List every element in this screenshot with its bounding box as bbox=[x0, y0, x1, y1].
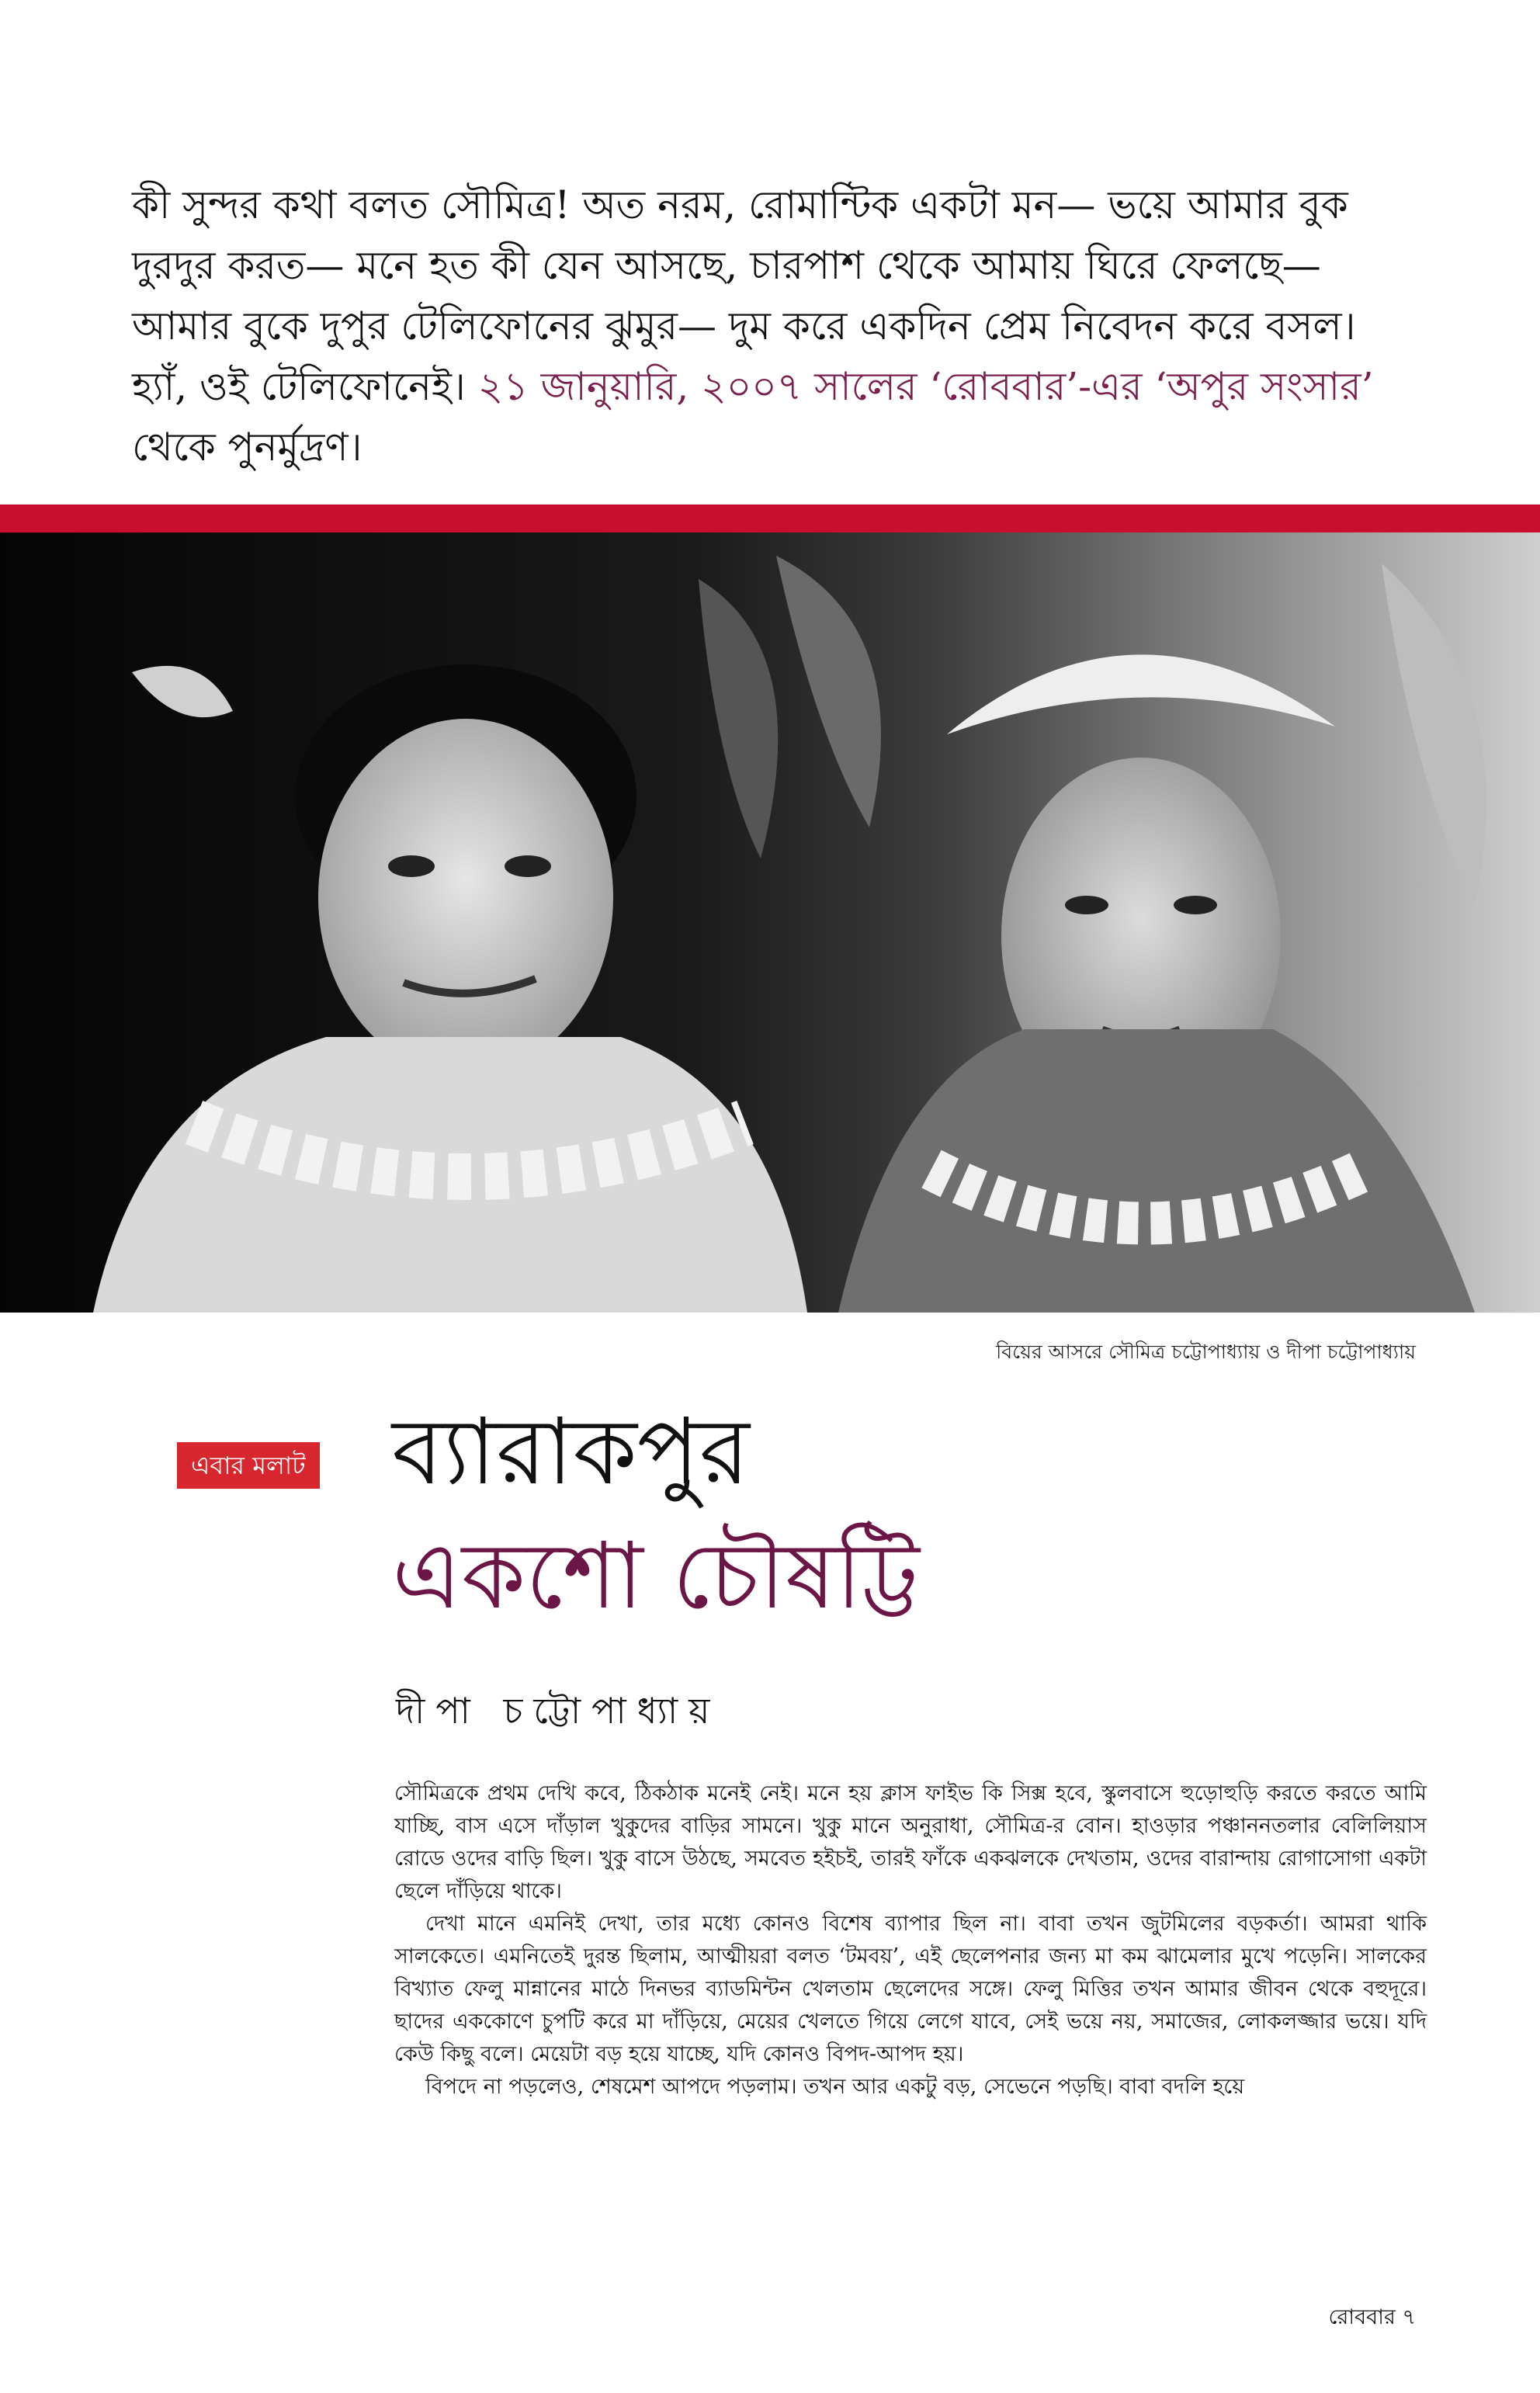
red-divider-bar bbox=[0, 505, 1540, 532]
article-author: দীপা চট্টোপাধ্যায় bbox=[396, 1690, 721, 1732]
article-title-line1: ব্যারাকপুর bbox=[392, 1398, 750, 1505]
intro-highlight: ২১ জানুয়ারি, ২০০৭ সালের ‘রোববার’-এর ‘অপুর সংসার’ bbox=[477, 364, 1374, 409]
article-body bbox=[394, 1777, 1427, 2103]
photo-caption: বিয়ের আসরে সৌমিত্র চট্টোপাধ্যায় ও দীপা চট্টোপাধ্যায় bbox=[996, 1340, 1416, 1363]
intro-text: কী সুন্দর কথা বলত সৌমিত্র! অত নরম, রোমান্টিক একটা মন— ভয়ে আমার বুক দুরদুর করত— মনে হত কী যেন আসছে, চারপাশ থেকে আমায় ঘিরে ফেলছে— আমার বুকে দুপুর টেলিফোনের ঝুমুর— দুম করে একদিন প্রেম নিবেদন করে বসল। হ্যাঁ, ওই টেলিফোনেই। bbox=[132, 182, 1356, 409]
article-paragraph: বিপদে না পড়লেও, শেষমেশ আপদে পড়লাম। তখন আর একটু বড়, সেভেনে পড়ছি। বাবা বদলি হয়ে bbox=[425, 2075, 1245, 2099]
article-paragraph: সৌমিত্রকে প্রথম দেখি কবে, ঠিকঠাক মনেই নেই। মনে হয় ক্লাস ফাইভ কি সিক্স হবে, স্কুলবাসে হুড়োহুড়ি করতে করতে আমি যাচ্ছি, বাস এসে দাঁড়াল খুকুদের বাড়ির সামনে। খুকু মানে অনুরাধা, সৌমিত্র-র বোন। হাওড়ার পঞ্চাননতলার বেলিলিয়াস রোডে ওদের বাড়ি ছিল। খুকু বাসে উঠছে, সমবেত হইচই, তারই ফাঁকে একঝলকে দেখতাম, ওদের বারান্দায় রোগাসোগা একটা ছেলে দাঁড়িয়ে থাকে। bbox=[394, 1781, 1427, 1903]
intro-blurb bbox=[132, 175, 1420, 477]
page-footer: রোববার ৭ bbox=[1328, 2305, 1416, 2329]
article-title-line2: একশো চৌষট্টি bbox=[392, 1522, 920, 1629]
section-tag: এবার মলাট bbox=[177, 1442, 320, 1489]
wedding-photo bbox=[0, 532, 1540, 1313]
intro-tail: থেকে পুনর্মুদ্রণ। bbox=[132, 425, 362, 470]
article-paragraph: দেখা মানে এমনিই দেখা, তার মধ্যে কোনও বিশেষ ব্যাপার ছিল না। বাবা তখন জুটমিলের বড়কর্তা। আমরা থাকি সালকেতে। এমনিতেই দুরন্ত ছিলাম, আত্মীয়রা বলত ‘টমবয়’, এই ছেলেপনার জন্য মা কম ঝামেলার মুখে পড়েনি। সালকের বিখ্যাত ফেলু মান্নানের মাঠে দিনভর ব্যাডমিন্টন খেলতাম ছেলেদের সঙ্গে। ফেলু মিত্তির তখন আমার জীবন থেকে বহুদূরে। ছাদের এককোণে চুপটি করে মা দাঁড়িয়ে, মেয়ের খেলতে গিয়ে লেগে যাবে, সেই ভয়ে নয়, সমাজের, লোকলজ্জার ভয়ে। যদি কেউ কিছু বলে। মেয়েটা বড় হয়ে যাচ্ছে, যদি কোনও বিপদ-আপদ হয়। bbox=[394, 1912, 1427, 2066]
wedding-photo-illustration bbox=[0, 532, 1540, 1313]
